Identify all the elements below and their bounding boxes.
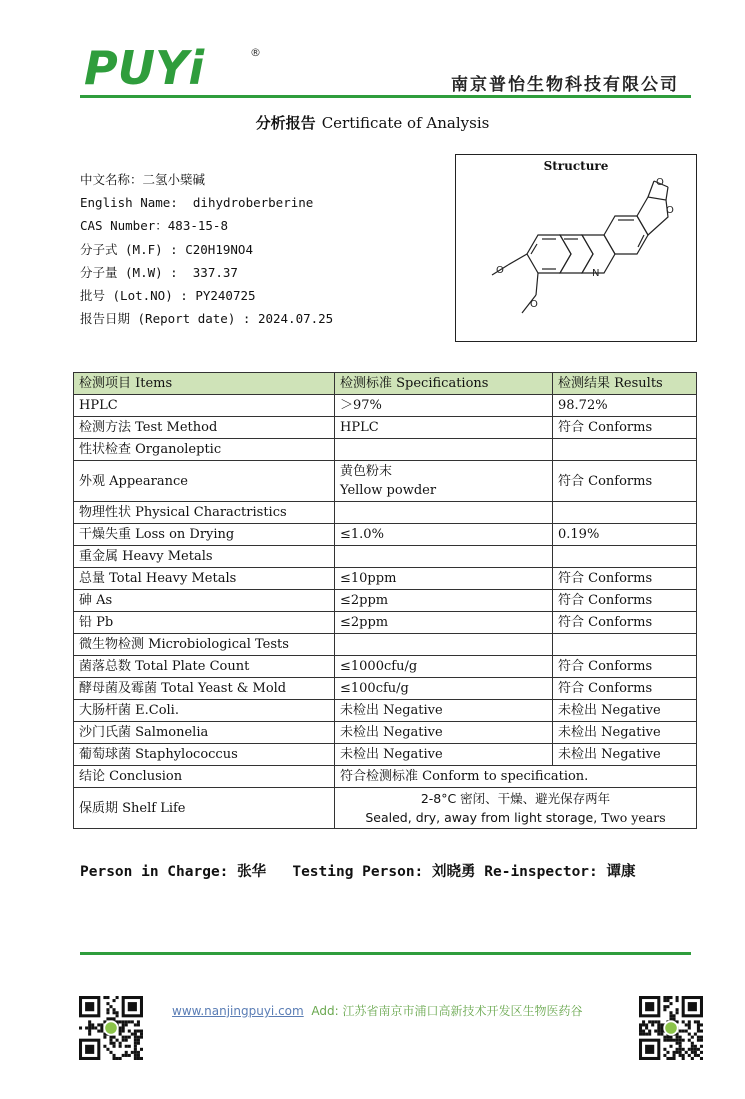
- info-label: English Name:: [80, 195, 193, 211]
- cell-spec: ＞97%: [335, 395, 553, 417]
- table-row: [74, 568, 697, 590]
- table-row: [74, 612, 697, 634]
- cell-item: 外观 Appearance: [74, 461, 335, 502]
- conclusion-value: 符合检测标准 Conform to specification.: [335, 766, 697, 788]
- info-row: [80, 168, 333, 191]
- cell-item: 性状检查 Organoleptic: [74, 439, 335, 461]
- table-row: [74, 590, 697, 612]
- title-en: Certificate of Analysis: [321, 114, 490, 132]
- signatories: [80, 860, 635, 881]
- svg-text:O: O: [496, 265, 504, 276]
- table-row: [74, 700, 697, 722]
- info-value: 337.37: [192, 264, 238, 280]
- cell-spec: ≤1.0%: [335, 524, 553, 546]
- shelf-life-cn: 2-8°C 密闭、干燥、避光保存两年: [420, 791, 611, 806]
- shelf-life-row: [74, 788, 697, 829]
- svg-text:O: O: [530, 299, 538, 310]
- reinspector-label: Re-inspector:: [484, 864, 607, 880]
- info-row: [80, 214, 333, 237]
- cell-item: 总量 Total Heavy Metals: [74, 568, 335, 590]
- cell-spec: [335, 546, 553, 568]
- info-label: 分子式 (M.F) :: [80, 241, 186, 257]
- svg-text:O: O: [656, 177, 664, 188]
- table-row: [74, 634, 697, 656]
- cell-result: [553, 634, 697, 656]
- conclusion-row: [74, 766, 697, 788]
- cell-spec: ≤100cfu/g: [335, 678, 553, 700]
- table-row: [74, 744, 697, 766]
- charge-name: 张华: [237, 864, 267, 880]
- cell-result: 符合 Conforms: [553, 678, 697, 700]
- info-row: [80, 238, 333, 261]
- structure-caption: Structure: [543, 159, 609, 173]
- table-row: [74, 439, 697, 461]
- cell-item: 微生物检测 Microbiological Tests: [74, 634, 335, 656]
- table-row: [74, 417, 697, 439]
- results-table: [73, 372, 697, 829]
- cell-result: 未检出 Negative: [553, 744, 697, 766]
- info-value: 二氢小檗碱: [142, 172, 206, 187]
- table-row: [74, 546, 697, 568]
- cell-item: HPLC: [74, 395, 335, 417]
- address-label: Add:: [311, 1004, 339, 1018]
- table-row: [74, 722, 697, 744]
- info-label: 中文名称：: [80, 172, 143, 187]
- info-row: [80, 191, 333, 214]
- website-link[interactable]: www.nanjingpuyi.com: [172, 1004, 304, 1018]
- table-row: [74, 656, 697, 678]
- cell-item: 酵母菌及霉菌 Total Yeast & Mold: [74, 678, 335, 700]
- info-value: 2024.07.25: [257, 311, 334, 327]
- info-row: [80, 284, 333, 307]
- cell-result: 符合 Conforms: [553, 568, 697, 590]
- shelf-life-en: Sealed, dry, away from light storage, Two years: [365, 810, 666, 825]
- info-label: CAS Number：: [80, 218, 168, 234]
- cell-item: 物理性状 Physical Charactristics: [74, 502, 335, 524]
- cell-result: 符合 Conforms: [553, 590, 697, 612]
- cell-result: [553, 439, 697, 461]
- cell-spec: HPLC: [335, 417, 553, 439]
- footer-contact: [172, 1002, 582, 1019]
- cell-spec: ≤10ppm: [335, 568, 553, 590]
- cell-spec: ≤1000cfu/g: [335, 656, 553, 678]
- table-row: [74, 502, 697, 524]
- table-row: [74, 678, 697, 700]
- cell-item: 检测方法 Test Method: [74, 417, 335, 439]
- cell-item: 沙门氏菌 Salmonelia: [74, 722, 335, 744]
- footer-divider: [80, 952, 691, 955]
- testing-name: 刘晓勇: [432, 864, 476, 880]
- reinspector-name: 谭康: [606, 864, 636, 880]
- cell-item: 铅 Pb: [74, 612, 335, 634]
- table-row: [74, 395, 697, 417]
- info-label: 批号 (Lot.NO) :: [80, 288, 196, 304]
- qr-code-left: [79, 996, 143, 1060]
- cell-item: 菌落总数 Total Plate Count: [74, 656, 335, 678]
- column-header-results: 检测结果 Results: [553, 373, 697, 395]
- cell-spec: ≤2ppm: [335, 612, 553, 634]
- cell-spec: [335, 461, 553, 502]
- header-divider: [80, 95, 691, 98]
- company-name: 南京普怡生物科技有限公司: [451, 75, 679, 95]
- info-row: [80, 307, 333, 330]
- info-label: 报告日期 (Report date) :: [80, 311, 258, 327]
- cell-result: 0.19%: [553, 524, 697, 546]
- info-row: [80, 261, 333, 284]
- column-header-items: 检测项目 Items: [74, 373, 335, 395]
- structure-box: [455, 154, 697, 342]
- svg-text:N: N: [592, 268, 600, 279]
- cell-spec: ≤2ppm: [335, 590, 553, 612]
- svg-text:O: O: [666, 205, 674, 216]
- column-header-specifications: 检测标准 Specifications: [335, 373, 553, 395]
- address-text: 江苏省南京市浦口高新技术开发区生物医药谷: [342, 1004, 583, 1018]
- cell-item: 葡萄球菌 Staphylococcus: [74, 744, 335, 766]
- product-info: [80, 168, 333, 330]
- cell-spec: [335, 439, 553, 461]
- cell-result: 符合 Conforms: [553, 612, 697, 634]
- logo-text: PUYi: [84, 44, 205, 94]
- cell-result: 符合 Conforms: [553, 656, 697, 678]
- document-title: [0, 112, 745, 133]
- info-value: PY240725: [195, 288, 256, 304]
- testing-label: Testing Person:: [292, 864, 433, 880]
- cell-spec: 未检出 Negative: [335, 744, 553, 766]
- company-logo: [84, 44, 264, 94]
- cell-spec: 未检出 Negative: [335, 722, 553, 744]
- cell-result: 未检出 Negative: [553, 722, 697, 744]
- shelf-life-value: [335, 788, 697, 829]
- table-row: [74, 524, 697, 546]
- qr-code-right: [639, 996, 703, 1060]
- cell-result: [553, 502, 697, 524]
- cell-result: 符合 Conforms: [553, 417, 697, 439]
- cell-item: 干燥失重 Loss on Drying: [74, 524, 335, 546]
- charge-label: Person in Charge:: [80, 864, 238, 880]
- info-value: 483-15-8: [167, 218, 228, 234]
- cell-item: 大肠杆菌 E.Coli.: [74, 700, 335, 722]
- conclusion-label: 结论 Conclusion: [74, 766, 335, 788]
- title-cn: 分析报告: [255, 114, 316, 132]
- cell-spec: [335, 502, 553, 524]
- cell-result: 符合 Conforms: [553, 461, 697, 502]
- cell-result: 98.72%: [553, 395, 697, 417]
- cell-item: 重金属 Heavy Metals: [74, 546, 335, 568]
- spec-line: Yellow powder: [340, 483, 437, 498]
- spec-line: 黄色粉末: [340, 464, 393, 479]
- cell-spec: [335, 634, 553, 656]
- table-row: [74, 461, 697, 502]
- registered-mark: ®: [250, 46, 261, 59]
- cell-result: [553, 546, 697, 568]
- molecule-structure-drawing: [456, 155, 698, 343]
- info-value: dihydroberberine: [192, 195, 314, 211]
- cell-result: 未检出 Negative: [553, 700, 697, 722]
- cell-item: 砷 As: [74, 590, 335, 612]
- cell-spec: 未检出 Negative: [335, 700, 553, 722]
- info-label: 分子量 (M.W) :: [80, 264, 193, 280]
- table-header-row: [74, 373, 697, 395]
- shelf-life-label: 保质期 Shelf Life: [74, 788, 335, 829]
- info-value: C20H19NO4: [185, 241, 253, 257]
